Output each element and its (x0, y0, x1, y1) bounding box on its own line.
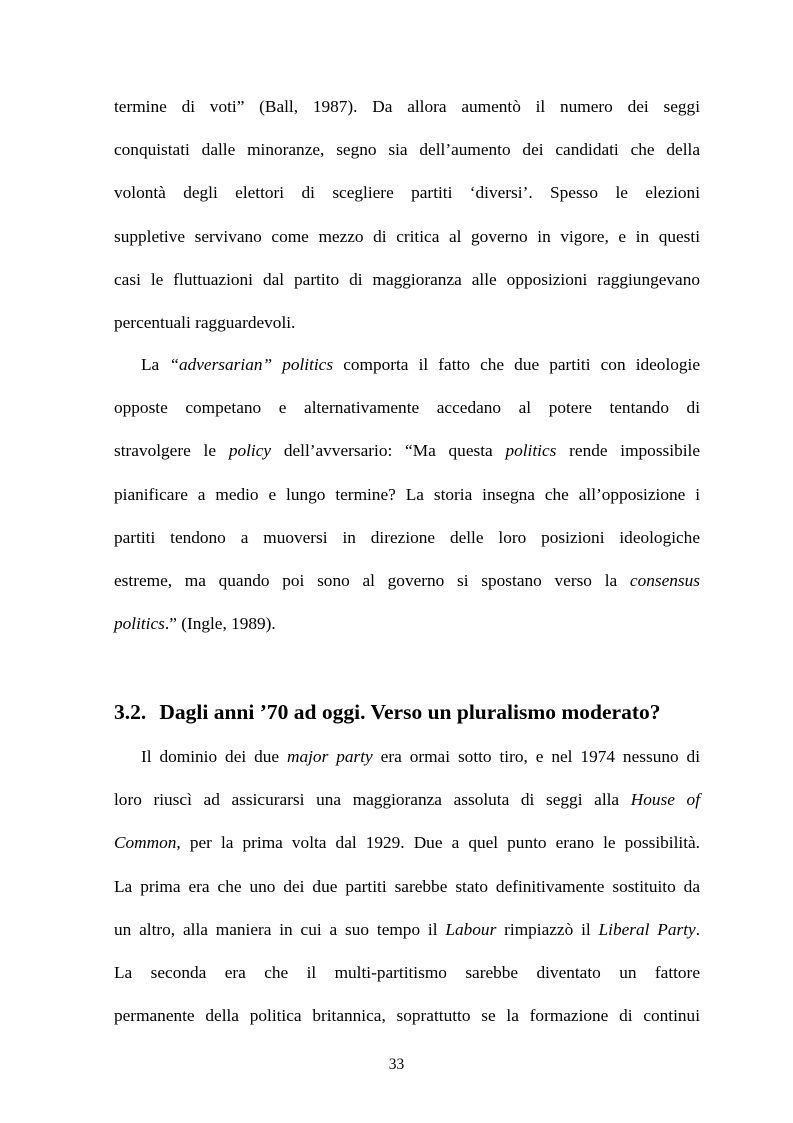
section-number: 3.2. (114, 700, 147, 724)
text-line: termine di voti” (Ball, 1987). Da allora aumentò il numero dei seggi (114, 97, 700, 116)
text-line: permanente della politica britannica, soprattutto se la formazione di continui (114, 1006, 700, 1026)
paragraph-2 (114, 355, 700, 657)
section-heading (114, 700, 700, 725)
text-line: Il dominio dei due major party era ormai sotto tiro, e nel 1974 nessuno di (141, 747, 700, 766)
text-line: loro riuscì ad assicurarsi una maggioranza assoluta di seggi alla House of (114, 790, 701, 810)
text-line: partiti tendono a muoversi in direzione delle loro posizioni ideologiche (114, 527, 700, 547)
text-line: estreme, ma quando poi sono al governo si spostano verso la consensus (114, 570, 700, 590)
text-line: pianificare a medio e lungo termine? La storia insegna che all’opposizione i (114, 484, 700, 504)
paragraph-1 (114, 97, 700, 356)
text-line: conquistati dalle minoranze, segno sia dell’aumento dei candidati che della (114, 140, 700, 160)
text-line: opposte competano e alternativamente accedano al potere tentando di (114, 398, 700, 418)
paragraph-3 (114, 747, 700, 1049)
page-number: 33 (388, 1056, 405, 1073)
text-line: casi le fluttuazioni dal partito di maggioranza alle opposizioni raggiungevano (114, 269, 700, 289)
text-line: volontà degli elettori di scegliere partiti ‘diversi’. Spesso le elezioni (114, 183, 700, 203)
section-title: Dagli anni ’70 ad oggi. Verso un pluralismo moderato? (159, 700, 661, 724)
text-line: stravolgere le policy dell’avversario: “Ma questa politics rende impossibile (114, 441, 700, 461)
text-line: La prima era che uno dei due partiti sarebbe stato definitivamente sostituito da (114, 876, 700, 896)
text-line: percentuali ragguardevoli. (114, 312, 296, 332)
text-line: politics.” (Ingle, 1989). (114, 614, 276, 634)
text-line: suppletive servivano come mezzo di critica al governo in vigore, e in questi (114, 226, 700, 246)
text-line: Common, per la prima volta dal 1929. Due a quel punto erano le possibilità. (114, 833, 700, 853)
text-line: La “adversarian” politics comporta il fatto che due partiti con ideologie (141, 355, 700, 374)
text-line: La seconda era che il multi-partitismo sarebbe diventato un fattore (114, 962, 700, 982)
text-line: un altro, alla maniera in cui a suo tempo il Labour rimpiazzò il Liberal Party. (114, 919, 701, 939)
